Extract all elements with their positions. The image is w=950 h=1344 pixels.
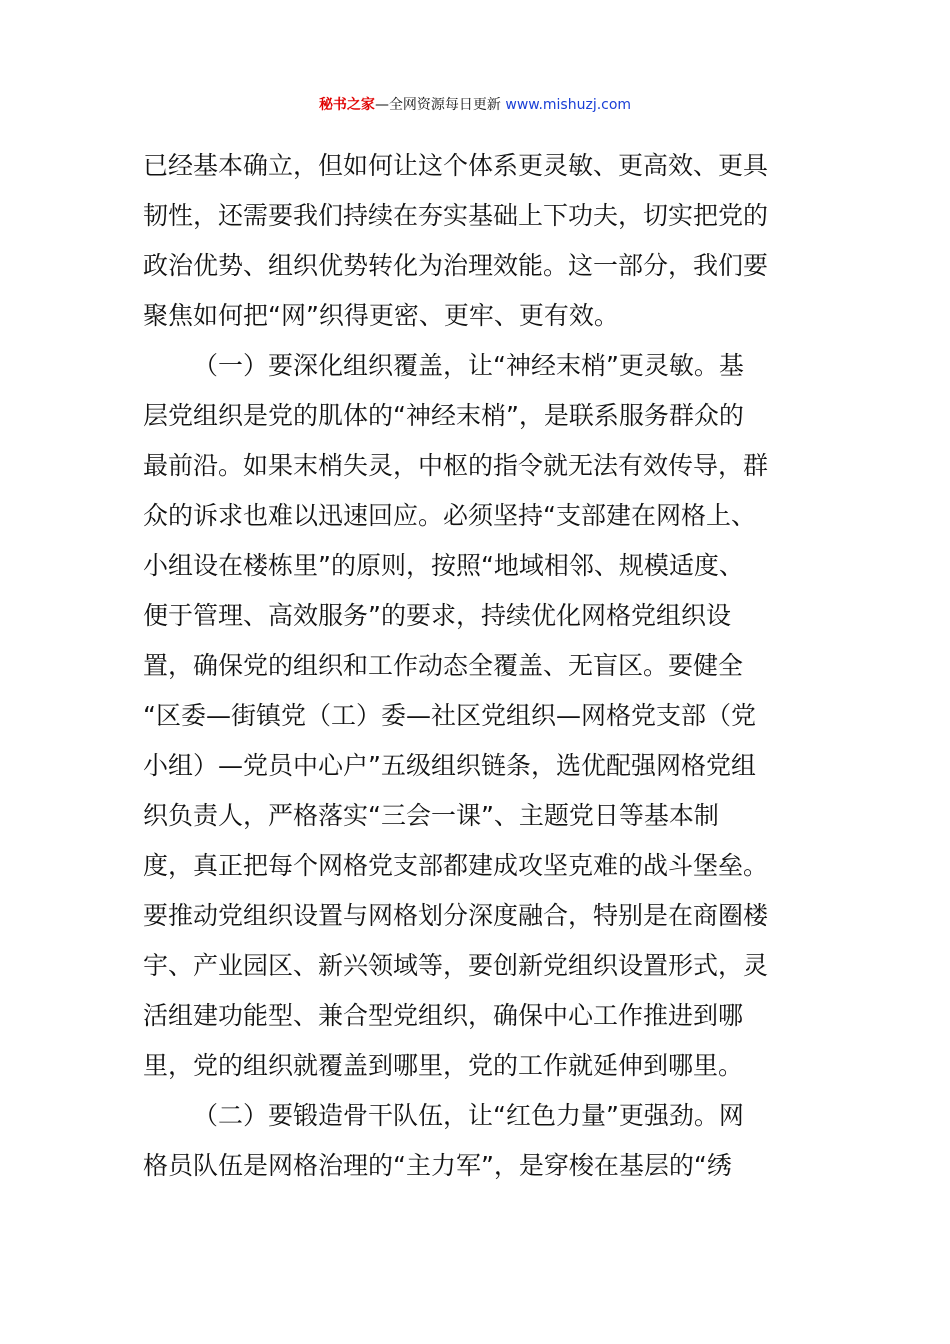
text-line: 聚焦如何把“网”织得更密、更牢、更有效。 xyxy=(143,301,619,330)
text-line: 便于管理、高效服务”的要求，持续优化网格党组织设 xyxy=(143,601,731,630)
text-line: 政治优势、组织优势转化为治理效能。这一部分，我们要 xyxy=(143,251,769,280)
text-line: 层党组织是党的肌体的“神经末梢”，是联系服务群众的 xyxy=(143,401,744,430)
site-url-link[interactable]: www.mishuzj.com xyxy=(505,97,632,113)
text-line: 里，党的组织就覆盖到哪里，党的工作就延伸到哪里。 xyxy=(143,1051,744,1080)
text-line: 最前沿。如果末梢失灵，中枢的指令就无法有效传导，群 xyxy=(143,451,769,480)
text-line: 要推动党组织设置与网格划分深度融合，特别是在商圈楼 xyxy=(143,901,769,930)
text-line: 宇、产业园区、新兴领域等，要创新党组织设置形式，灵 xyxy=(143,951,769,980)
document-body xyxy=(143,141,843,1191)
text-line: “区委—街镇党（工）委—社区党组织—网格党支部（党 xyxy=(143,701,756,730)
text-line: 置，确保党的组织和工作动态全覆盖、无盲区。要健全 xyxy=(143,651,744,680)
text-line: 度，真正把每个网格党支部都建成攻坚克难的战斗堡垒。 xyxy=(143,851,769,880)
text-line: 韧性，还需要我们持续在夯实基础上下功夫，切实把党的 xyxy=(143,201,769,230)
text-line: 织负责人，严格落实“三会一课”、主题党日等基本制 xyxy=(143,801,719,830)
text-line: 活组建功能型、兼合型党组织，确保中心工作推进到哪 xyxy=(143,1001,744,1030)
text-line: 小组设在楼栋里”的原则，按照“地域相邻、规模适度、 xyxy=(143,551,744,580)
text-line: 已经基本确立，但如何让这个体系更灵敏、更高效、更具 xyxy=(143,151,769,180)
page-header xyxy=(0,88,950,122)
site-tagline: —全网资源每日更新 xyxy=(374,97,506,113)
text-line: 小组）—党员中心户”五级组织链条，选优配强网格党组 xyxy=(143,751,756,780)
text-line: （一）要深化组织覆盖，让“神经末梢”更灵敏。基 xyxy=(193,351,744,380)
text-line: 众的诉求也难以迅速回应。必须坚持“支部建在网格上、 xyxy=(143,501,756,530)
site-brand: 秘书之家 xyxy=(318,97,375,113)
text-line: （二）要锻造骨干队伍，让“红色力量”更强劲。网 xyxy=(193,1101,744,1130)
text-line: 格员队伍是网格治理的“主力军”，是穿梭在基层的“绣 xyxy=(143,1151,732,1180)
